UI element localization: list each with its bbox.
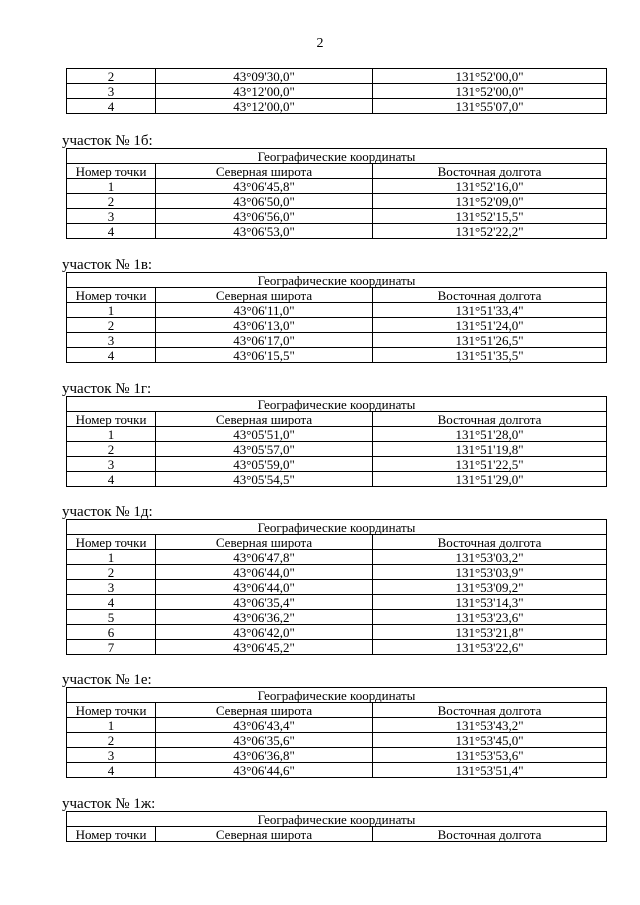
point-number: 2 bbox=[67, 733, 156, 748]
latitude-cell: 43°06'17,0" bbox=[156, 333, 373, 348]
longitude-cell: 131°52'00,0" bbox=[373, 69, 607, 84]
table-row bbox=[67, 718, 607, 733]
point-number: 6 bbox=[67, 625, 156, 640]
table-row bbox=[67, 209, 607, 224]
table-row bbox=[67, 99, 607, 114]
point-number: 2 bbox=[67, 442, 156, 457]
point-number: 7 bbox=[67, 640, 156, 655]
latitude-cell: 43°06'36,8" bbox=[156, 748, 373, 763]
table-row bbox=[67, 565, 607, 580]
latitude-cell: 43°06'45,8" bbox=[156, 179, 373, 194]
longitude-header: Восточная долгота bbox=[373, 827, 607, 842]
column-header-row bbox=[67, 703, 607, 718]
point-number: 5 bbox=[67, 610, 156, 625]
latitude-cell: 43°06'47,8" bbox=[156, 550, 373, 565]
point-number: 1 bbox=[67, 303, 156, 318]
point-number: 3 bbox=[67, 333, 156, 348]
table-header-row bbox=[67, 149, 607, 164]
table-row bbox=[67, 595, 607, 610]
table-row bbox=[67, 84, 607, 99]
longitude-cell: 131°55'07,0" bbox=[373, 99, 607, 114]
coordinates-table bbox=[66, 396, 607, 487]
latitude-cell: 43°06'45,2" bbox=[156, 640, 373, 655]
coordinates-table bbox=[66, 148, 607, 239]
table-row bbox=[67, 333, 607, 348]
coordinates-header: Географические координаты bbox=[67, 149, 607, 164]
table-header-row bbox=[67, 520, 607, 535]
point-number: 3 bbox=[67, 84, 156, 99]
point-number-header: Номер точки bbox=[67, 164, 156, 179]
table-row bbox=[67, 610, 607, 625]
latitude-cell: 43°06'35,4" bbox=[156, 595, 373, 610]
table-row bbox=[67, 303, 607, 318]
coordinates-table bbox=[66, 519, 607, 655]
coordinates-header: Географические координаты bbox=[67, 688, 607, 703]
latitude-cell: 43°12'00,0" bbox=[156, 99, 373, 114]
point-number: 4 bbox=[67, 99, 156, 114]
table-row bbox=[67, 194, 607, 209]
longitude-cell: 131°53'22,6" bbox=[373, 640, 607, 655]
longitude-cell: 131°51'33,4" bbox=[373, 303, 607, 318]
coordinates-table bbox=[66, 811, 607, 842]
longitude-cell: 131°53'03,9" bbox=[373, 565, 607, 580]
point-number-header: Номер точки bbox=[67, 288, 156, 303]
point-number: 4 bbox=[67, 595, 156, 610]
latitude-header: Северная широта bbox=[156, 827, 373, 842]
table-row bbox=[67, 442, 607, 457]
table-row bbox=[67, 348, 607, 363]
table-row bbox=[67, 748, 607, 763]
latitude-cell: 43°06'13,0" bbox=[156, 318, 373, 333]
column-header-row bbox=[67, 288, 607, 303]
column-header-row bbox=[67, 412, 607, 427]
coordinates-header: Географические координаты bbox=[67, 812, 607, 827]
latitude-cell: 43°06'44,6" bbox=[156, 763, 373, 778]
point-number: 1 bbox=[67, 718, 156, 733]
coordinates-table bbox=[66, 272, 607, 363]
table-header-row bbox=[67, 812, 607, 827]
table-row bbox=[67, 457, 607, 472]
longitude-cell: 131°52'22,2" bbox=[373, 224, 607, 239]
longitude-cell: 131°51'19,8" bbox=[373, 442, 607, 457]
table-row bbox=[67, 179, 607, 194]
point-number: 1 bbox=[67, 550, 156, 565]
coordinates-header: Географические координаты bbox=[67, 273, 607, 288]
longitude-header: Восточная долгота bbox=[373, 703, 607, 718]
latitude-header: Северная широта bbox=[156, 535, 373, 550]
table-row bbox=[67, 318, 607, 333]
point-number-header: Номер точки bbox=[67, 412, 156, 427]
longitude-cell: 131°53'09,2" bbox=[373, 580, 607, 595]
longitude-cell: 131°53'03,2" bbox=[373, 550, 607, 565]
latitude-cell: 43°05'59,0" bbox=[156, 457, 373, 472]
latitude-header: Северная широта bbox=[156, 412, 373, 427]
latitude-cell: 43°06'56,0" bbox=[156, 209, 373, 224]
longitude-cell: 131°51'35,5" bbox=[373, 348, 607, 363]
section-title: участок № 1д: bbox=[62, 504, 153, 520]
longitude-cell: 131°53'43,2" bbox=[373, 718, 607, 733]
column-header-row bbox=[67, 827, 607, 842]
coordinates-header: Географические координаты bbox=[67, 520, 607, 535]
column-header-row bbox=[67, 164, 607, 179]
coordinates-table-continued bbox=[66, 68, 607, 114]
coordinates-header: Географические координаты bbox=[67, 397, 607, 412]
table-row bbox=[67, 580, 607, 595]
point-number: 4 bbox=[67, 224, 156, 239]
table-header-row bbox=[67, 273, 607, 288]
longitude-cell: 131°53'14,3" bbox=[373, 595, 607, 610]
point-number: 1 bbox=[67, 427, 156, 442]
latitude-cell: 43°06'43,4" bbox=[156, 718, 373, 733]
point-number: 4 bbox=[67, 472, 156, 487]
latitude-cell: 43°06'11,0" bbox=[156, 303, 373, 318]
table-row bbox=[67, 550, 607, 565]
table-header-row bbox=[67, 688, 607, 703]
latitude-cell: 43°09'30,0" bbox=[156, 69, 373, 84]
longitude-cell: 131°51'22,5" bbox=[373, 457, 607, 472]
latitude-cell: 43°06'44,0" bbox=[156, 565, 373, 580]
latitude-cell: 43°05'54,5" bbox=[156, 472, 373, 487]
table-row bbox=[67, 625, 607, 640]
latitude-cell: 43°06'36,2" bbox=[156, 610, 373, 625]
longitude-cell: 131°51'26,5" bbox=[373, 333, 607, 348]
longitude-cell: 131°53'21,8" bbox=[373, 625, 607, 640]
table-row bbox=[67, 640, 607, 655]
column-header-row bbox=[67, 535, 607, 550]
table-row bbox=[67, 427, 607, 442]
section-title: участок № 1г: bbox=[62, 381, 152, 397]
point-number-header: Номер точки bbox=[67, 703, 156, 718]
section-title: участок № 1е: bbox=[62, 672, 152, 688]
table-row bbox=[67, 472, 607, 487]
page-number: 2 bbox=[316, 36, 324, 51]
latitude-cell: 43°06'15,5" bbox=[156, 348, 373, 363]
point-number: 4 bbox=[67, 763, 156, 778]
table-row bbox=[67, 733, 607, 748]
longitude-header: Восточная долгота bbox=[373, 535, 607, 550]
longitude-cell: 131°52'00,0" bbox=[373, 84, 607, 99]
point-number: 3 bbox=[67, 580, 156, 595]
longitude-cell: 131°52'16,0" bbox=[373, 179, 607, 194]
longitude-cell: 131°53'23,6" bbox=[373, 610, 607, 625]
longitude-cell: 131°51'24,0" bbox=[373, 318, 607, 333]
latitude-cell: 43°05'51,0" bbox=[156, 427, 373, 442]
latitude-cell: 43°06'50,0" bbox=[156, 194, 373, 209]
point-number: 3 bbox=[67, 209, 156, 224]
longitude-cell: 131°53'51,4" bbox=[373, 763, 607, 778]
point-number: 2 bbox=[67, 318, 156, 333]
latitude-header: Северная широта bbox=[156, 164, 373, 179]
latitude-header: Северная широта bbox=[156, 288, 373, 303]
latitude-header: Северная широта bbox=[156, 703, 373, 718]
longitude-cell: 131°52'09,0" bbox=[373, 194, 607, 209]
latitude-cell: 43°05'57,0" bbox=[156, 442, 373, 457]
coordinates-table bbox=[66, 687, 607, 778]
longitude-header: Восточная долгота bbox=[373, 164, 607, 179]
table-row bbox=[67, 224, 607, 239]
longitude-cell: 131°53'53,6" bbox=[373, 748, 607, 763]
latitude-cell: 43°06'53,0" bbox=[156, 224, 373, 239]
point-number: 3 bbox=[67, 748, 156, 763]
longitude-cell: 131°51'29,0" bbox=[373, 472, 607, 487]
latitude-cell: 43°12'00,0" bbox=[156, 84, 373, 99]
table-row bbox=[67, 69, 607, 84]
longitude-cell: 131°53'45,0" bbox=[373, 733, 607, 748]
longitude-header: Восточная долгота bbox=[373, 288, 607, 303]
latitude-cell: 43°06'42,0" bbox=[156, 625, 373, 640]
longitude-cell: 131°52'15,5" bbox=[373, 209, 607, 224]
point-number: 2 bbox=[67, 69, 156, 84]
point-number-header: Номер точки bbox=[67, 827, 156, 842]
table-row bbox=[67, 763, 607, 778]
point-number: 3 bbox=[67, 457, 156, 472]
section-title: участок № 1б: bbox=[62, 133, 153, 149]
longitude-header: Восточная долгота bbox=[373, 412, 607, 427]
latitude-cell: 43°06'44,0" bbox=[156, 580, 373, 595]
latitude-cell: 43°06'35,6" bbox=[156, 733, 373, 748]
point-number: 4 bbox=[67, 348, 156, 363]
point-number: 2 bbox=[67, 565, 156, 580]
point-number: 1 bbox=[67, 179, 156, 194]
section-title: участок № 1ж: bbox=[62, 796, 156, 812]
point-number: 2 bbox=[67, 194, 156, 209]
longitude-cell: 131°51'28,0" bbox=[373, 427, 607, 442]
table-header-row bbox=[67, 397, 607, 412]
section-title: участок № 1в: bbox=[62, 257, 153, 273]
point-number-header: Номер точки bbox=[67, 535, 156, 550]
